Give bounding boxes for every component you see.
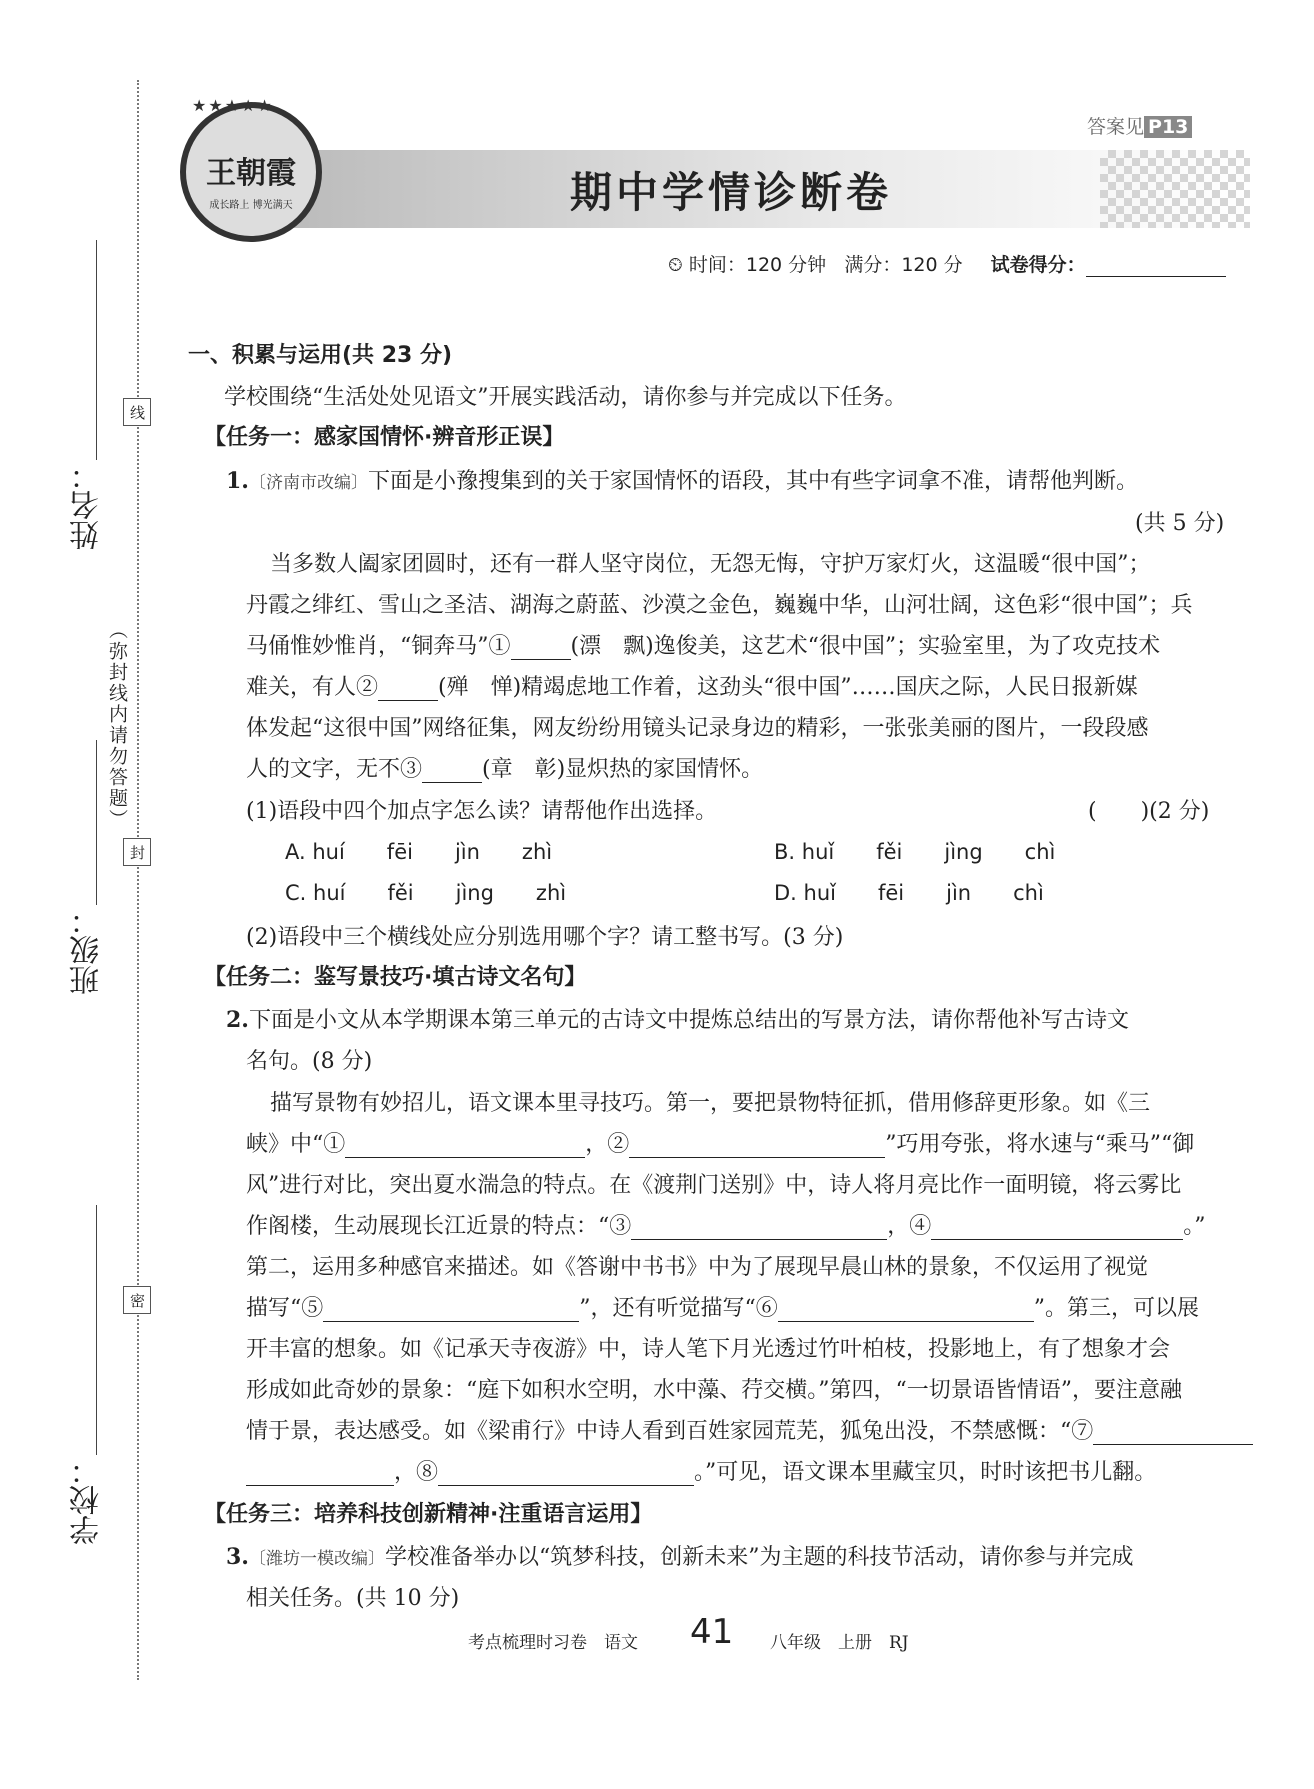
q1-para-line: 难关，有人② (殚 惮)精竭虑地工作着，这劲头“很中国”……国庆之际，人民日报新媒 (246, 675, 1138, 700)
task3-heading: 【任务三：培养科技创新精神·注重语言运用】 (204, 1502, 653, 1527)
name-label: 姓名： (70, 460, 105, 550)
q3-prompt: 3.〔潍坊一模改编〕学校准备举办以“筑梦科技，创新未来”为主题的科技节活动，请你参与并完成 (226, 1544, 1134, 1570)
q2-para-line: ，⑧ 。”可见，语文课本里藏宝贝，时时该把书儿翻。 (246, 1455, 1156, 1486)
score-label: 试卷得分： (990, 254, 1086, 276)
q1-para-line: 当多数人阖家团圆时，还有一群人坚守岗位，无怨无悔，守护万家灯火，这温暖“很中国”； (270, 552, 1151, 577)
logo-stars: ★★★★★ (192, 96, 274, 115)
footer-grade: 八年级 上册 RJ (770, 1633, 909, 1653)
blank-poem-1[interactable] (345, 1135, 585, 1158)
blank-poem-7-cont[interactable] (246, 1463, 394, 1486)
choice-b[interactable]: B. huǐ fěi jìng chì (774, 840, 1056, 864)
q2-para-line: 风”进行对比，突出夏水湍急的特点。在《渡荆门送别》中，诗人将月亮比作一面明镜，将云雾比 (246, 1173, 1182, 1198)
blank-poem-7[interactable] (1093, 1422, 1253, 1445)
page-title: 期中学情诊断卷 (570, 168, 893, 217)
q2-para-line: 情于景，表达感受。如《梁甫行》中诗人看到百姓家园荒芜，狐兔出没，不禁感慨：“⑦ (246, 1414, 1253, 1445)
full-score: 满分：120 分 (844, 254, 963, 276)
footer-book: 考点梳理时习卷 语文 (468, 1633, 638, 1653)
line-mark: 线 (123, 398, 151, 426)
q1-para-line: 丹霞之绯红、雪山之圣洁、湖海之蔚蓝、沙漠之金色，巍巍中华，山河壮阔，这色彩“很中国”；兵 (246, 593, 1193, 618)
q2-prompt: 2.下面是小文从本学期课本第三单元的古诗文中提炼总结出的写景方法，请你帮他补写古诗文 (226, 1007, 1129, 1033)
time-limit: 时间：120 分钟 (688, 254, 827, 276)
page-number: 41 (690, 1612, 734, 1652)
class-input-line[interactable] (96, 740, 97, 905)
q2-para-line: 作阁楼，生动展现长江近景的特点：“③ ，④ 。” (246, 1214, 1206, 1239)
q1-para-line: 马俑惟妙惟肖，“铜奔马”① (漂 飘)逸俊美，这艺术“很中国”；实验室里，为了攻克技术 (246, 634, 1161, 659)
q3-prompt-cont: 相关任务。(共 10 分) (246, 1586, 460, 1611)
q1-sub1-points: ( )(2 分) (1088, 799, 1210, 824)
answer-reference: 答案见 P13 (1087, 112, 1192, 139)
blank-poem-6[interactable] (778, 1299, 1034, 1322)
q2-para-line: 描写“⑤ ”，还有听觉描写“⑥ ”。第三，可以展 (246, 1296, 1199, 1321)
choice-d[interactable]: D. huǐ fēi jìn chì (774, 881, 1044, 905)
q1-para-line: 体发起“这很中国”网络征集，网友纷纷用镜头记录身边的精彩，一张张美丽的图片，一段段感 (246, 716, 1149, 741)
q2-para-line: 形成如此奇妙的景象：“庭下如积水空明，水中藻、荇交横。”第四，“一切景语皆情语”，要注意融 (246, 1378, 1182, 1403)
name-input-line[interactable] (96, 240, 97, 460)
clock-icon: ⏲ (668, 254, 683, 276)
q2-para-line: 开丰富的想象。如《记承天寺夜游》中，诗人笔下月光透过竹叶柏枝，投影地上，有了想象才会 (246, 1337, 1171, 1362)
class-label: 班级： (70, 905, 105, 995)
blank-3[interactable] (422, 760, 482, 783)
answer-page-badge: P13 (1144, 116, 1192, 138)
blank-poem-2[interactable] (629, 1135, 885, 1158)
binding-dotted-line (137, 80, 139, 1680)
blank-1[interactable] (511, 637, 571, 660)
q1-para-line: 人的文字，无不③ (章 彰)显炽热的家国情怀。 (246, 757, 764, 782)
q2-para-line: 描写景物有妙招儿，语文课本里寻技巧。第一，要把景物特征抓，借用修辞更形象。如《三 (270, 1091, 1151, 1116)
section-heading: 一、积累与运用(共 23 分) (188, 343, 453, 368)
q1-sub2: (2)语段中三个横线处应分别选用哪个字？请工整书写。(3 分) (246, 925, 844, 950)
school-label: 学校： (70, 1455, 105, 1545)
q1-sub1: (1)语段中四个加点字怎么读？请帮他作出选择。 (246, 799, 718, 824)
intro-text: 学校围绕“生活处处见语文”开展实践活动，请你参与并完成以下任务。 (224, 385, 907, 410)
brand-logo: 王朝霞 成长路上 博光满天 (180, 102, 322, 242)
q2-prompt-cont: 名句。(8 分) (246, 1049, 373, 1074)
school-input-line[interactable] (96, 1205, 97, 1455)
task2-heading: 【任务二：鉴写景技巧·填古诗文名句】 (204, 965, 587, 990)
checker-decoration (1100, 150, 1250, 228)
q2-para-line: 峡》中“① ，② ”巧用夸张，将水速与“乘马”“御 (246, 1132, 1195, 1157)
no-answer-note: （弥封线内请勿答题） (106, 620, 128, 830)
blank-2[interactable] (378, 678, 438, 701)
blank-poem-3[interactable] (631, 1217, 887, 1240)
blank-poem-4[interactable] (931, 1217, 1183, 1240)
blank-poem-5[interactable] (323, 1299, 579, 1322)
q1-prompt: 1.〔济南市改编〕下面是小豫搜集到的关于家国情怀的语段，其中有些字词拿不准，请帮他判断。 (226, 468, 1138, 494)
blank-poem-8[interactable] (438, 1463, 694, 1486)
q1-points: (共 5 分) (1135, 511, 1225, 536)
choice-a[interactable]: A. huí fēi jìn zhì (285, 840, 553, 864)
choice-c[interactable]: C. huí fěi jìng zhì (285, 881, 567, 905)
q2-para-line: 第二，运用多种感官来描述。如《答谢中书书》中为了展现早晨山林的景象，不仅运用了视觉 (246, 1255, 1149, 1280)
secret-mark: 密 (123, 1286, 151, 1314)
exam-meta (668, 250, 1226, 277)
task1-heading: 【任务一：感家国情怀·辨音形正误】 (204, 425, 565, 450)
seal-mark: 封 (123, 838, 151, 866)
score-input[interactable] (1086, 256, 1226, 277)
